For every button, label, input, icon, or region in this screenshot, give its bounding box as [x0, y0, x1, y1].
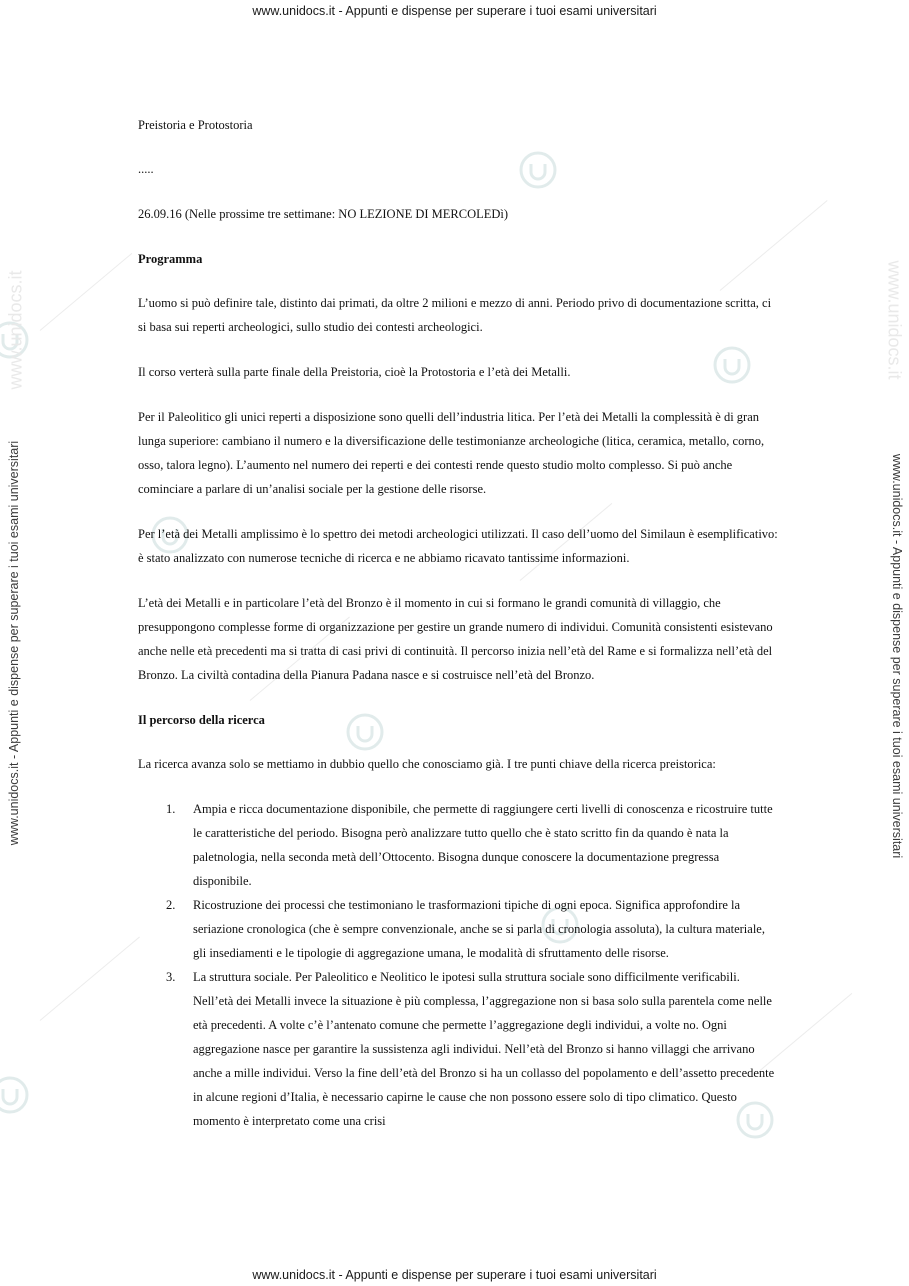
key-points-list	[138, 797, 778, 1133]
watermark-top: www.unidocs.it - Appunti e dispense per superare i tuoi esami universitari	[252, 4, 657, 18]
ghost-watermark-right: www.unidocs.it	[884, 260, 905, 380]
paragraph: L’età dei Metalli e in particolare l’età del Bronzo è il momento in cui si formano le grandi comunità di villaggio, che presuppongono complesse forme di organizzazione per gestire un grande numero di individui. Comunità consistenti esistevano anche nelle età precedenti ma si tratta di casi privi di continuità. Il percorso inizia nell’età del Rame e si formalizza nell’età del Bronzo. La civiltà contadina della Pianura Padana nasce e si costruisce nell’età del Bronzo.	[138, 596, 773, 682]
section-intro: La ricerca avanza solo se mettiamo in dubbio quello che conosciamo già. I tre punti chiave della ricerca preistorica:	[138, 757, 716, 771]
watermark-bottom: www.unidocs.it - Appunti e dispense per superare i tuoi esami universitari	[252, 1268, 657, 1282]
paragraph: Per l’età dei Metalli amplissimo è lo spettro dei metodi archeologici utilizzati. Il caso dell’uomo del Similaun è esemplificativo: è stato analizzato con numerose tecniche di ricerca e ne abbiamo ricavato tantissime informazioni.	[138, 527, 778, 565]
paragraph: L’uomo si può definire tale, distinto dai primati, da oltre 2 milioni e mezzo di anni. Periodo privo di documentazione scritta, ci si basa sui reperti archeologici, sullo studio dei contesti archeologici.	[138, 296, 772, 334]
list-text: Ampia e ricca documentazione disponibile, che permette di raggiungere certi livelli di conoscenza e ricostruire tutte le caratteristiche del periodo. Bisogna però analizzare tutto quello che è stato scritto fin da quando è nata la paletnologia, nella seconda metà dell’Ottocento. Bisogna dunque conoscere la documentazione pregressa disponibile.	[193, 802, 773, 888]
watermark-right: www.unidocs.it - Appunti e dispense per superare i tuoi esami universitari	[890, 453, 904, 859]
watermark-left: www.unidocs.it - Appunti e dispense per superare i tuoi esami universitari	[7, 440, 21, 846]
ghost-watermark-left: www.unidocs.it	[5, 270, 26, 390]
unidocs-logo-icon	[0, 1075, 30, 1115]
list-text: La struttura sociale. Per Paleolitico e Neolitico le ipotesi sulla struttura sociale sono difficilmente verificabili. Nell’età dei Metalli invece la situazione è più complessa, l’aggregazione non si basa solo sulla parentela come nelle età precedenti. A volte c’è l’antenato comune che permette l’aggregazione degli individui, a volte no. Ogni aggregazione nasce per garantire la sussistenza agli individui. Nell’età del Bronzo si hanno villaggi che arrivano anche a mille individui. Verso la fine dell’età del Bronzo si ha un collasso del popolamento e dell’assetto precedente in alcune regioni d’Italia, è necessario capirne le cause che non possono essere solo di tipo climatico. Questo momento è interpretato come una crisi	[193, 970, 775, 1128]
list-number: 3.	[166, 970, 176, 984]
list-number: 1.	[166, 802, 176, 816]
document-title: Preistoria e Protostoria	[138, 118, 253, 132]
document-body	[138, 113, 778, 1133]
paragraph: Per il Paleolitico gli unici reperti a disposizione sono quelli dell’industria litica. Per l’età dei Metalli la complessità è di gran lunga superiore: cambiano il numero e la diversificazione delle testimonianze archeologiche (litica, ceramica, metallo, corno, osso, talora legno). L’aumento nel numero dei reperti e dei contesti rende questo studio molto complesso. Si può anche cominciare a parlare di un’analisi sociale per la gestione delle risorse.	[138, 410, 765, 496]
list-item	[138, 797, 778, 893]
separator: .....	[138, 162, 154, 176]
list-text: Ricostruzione dei processi che testimoniano le trasformazioni tipiche di ogni epoca. Significa approfondire la seriazione cronologica (che è sempre convenzionale, anche se si parla di cronologia assoluta), la cultura materiale, gli insediamenti e le tipologie di aggregazione umana, le modalità di sfruttamento delle risorse.	[193, 898, 765, 960]
list-number: 2.	[166, 898, 176, 912]
list-item	[138, 965, 778, 1133]
background-line	[40, 253, 133, 331]
section-heading-programma: Programma	[138, 252, 203, 266]
list-item	[138, 893, 778, 965]
section-heading-percorso: Il percorso della ricerca	[138, 713, 265, 727]
date-line: 26.09.16 (Nelle prossime tre settimane: NO LEZIONE DI MERCOLEDì)	[138, 207, 509, 221]
background-line	[40, 937, 140, 1021]
paragraph: Il corso verterà sulla parte finale della Preistoria, cioè la Protostoria e l’età dei Metalli.	[138, 365, 571, 379]
